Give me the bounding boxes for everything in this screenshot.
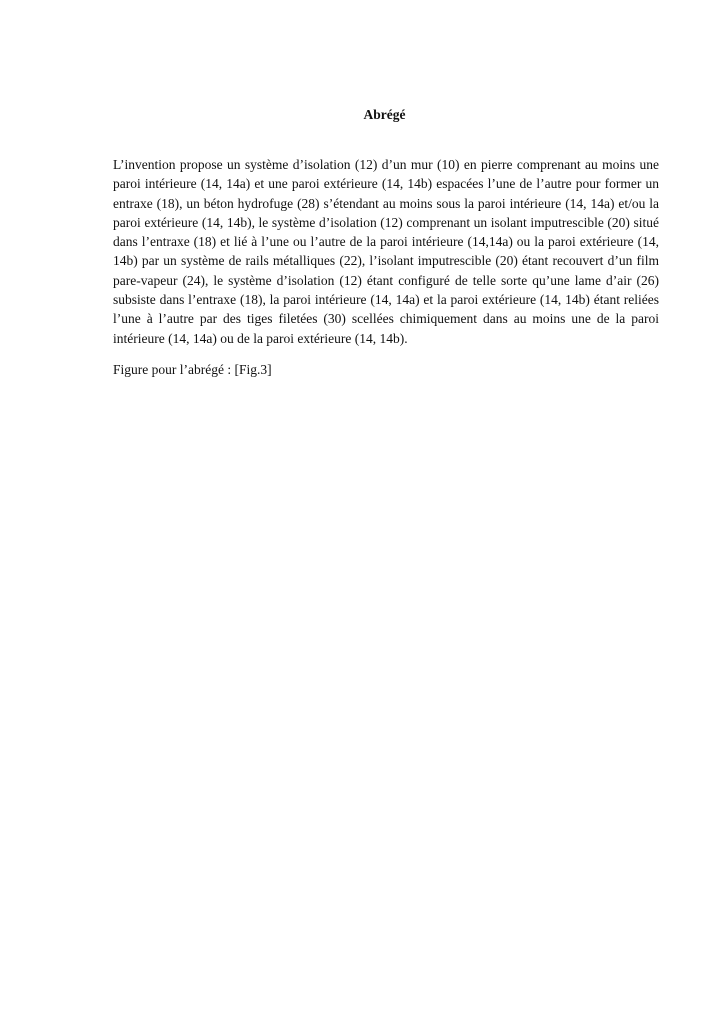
- abstract-paragraph: L’invention propose un système d’isolation (12) d’un mur (10) en pierre comprenant au moins une paroi intérieure (14, 14a) et une paroi extérieure (14, 14b) espacées l’une de l’autre pour former un entraxe (18), un béton hydrofuge (28) s’étendant au moins sous la paroi intérieure (14, 14a) et/ou la paroi extérieure (14, 14b), le système d’isolation (12) comprenant un isolant imputrescible (20) situé dans l’entraxe (18) et lié à l’une ou l’autre de la paroi intérieure (14,14a) ou la paroi extérieure (14, 14b) par un système de rails métalliques (22), l’isolant imputrescible (20) étant recouvert d’un film pare-vapeur (24), le système d’isolation (12) étant configuré de telle sorte qu’une lame d’air (26) subsiste dans l’entraxe (18), la paroi intérieure (14, 14a) et la paroi extérieure (14, 14b) étant reliées l’une à l’autre par des tiges filetées (30) scellées chimiquement dans au moins une de la paroi intérieure (14, 14a) ou de la paroi extérieure (14, 14b).: [113, 157, 659, 346]
- document-body: [113, 155, 659, 379]
- figure-reference: Figure pour l’abrégé : [Fig.3]: [113, 361, 272, 377]
- document-title: Abrégé: [363, 107, 406, 122]
